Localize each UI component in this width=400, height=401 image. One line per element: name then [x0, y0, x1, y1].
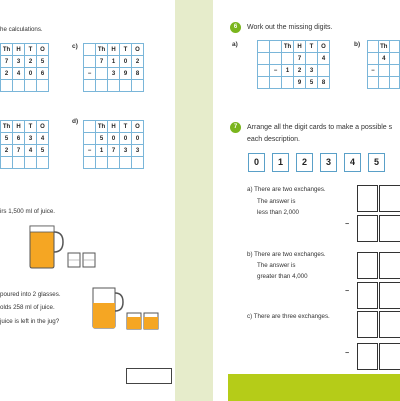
grid-row: [84, 44, 144, 56]
grid-cell: [84, 133, 96, 145]
juice-line3: juice is left in the jug?: [0, 318, 60, 325]
grid-row: [1, 145, 49, 157]
grid-cell: T: [306, 41, 318, 53]
grid-cell: 9: [294, 77, 306, 89]
grid-cell: 5: [96, 133, 108, 145]
part-a-label: a) There are two exchanges.: [247, 186, 326, 193]
grid-row: [1, 56, 49, 68]
part-a-box-top[interactable]: [357, 185, 378, 212]
intro-text: he calculations.: [0, 26, 43, 33]
calc-b-grid: [0, 120, 49, 169]
grid-cell: [132, 157, 144, 169]
part-b-box-top[interactable]: [357, 252, 378, 279]
grid-cell: 4: [37, 133, 49, 145]
juice-line1: poured into 2 glasses.: [0, 291, 61, 298]
grid-row: [1, 68, 49, 80]
grid-cell: 5: [37, 56, 49, 68]
grid-cell: [84, 157, 96, 169]
grid-cell: [270, 53, 282, 65]
grid-cell: [270, 77, 282, 89]
grid-row: [1, 121, 49, 133]
grid-row: [1, 157, 49, 169]
part-b-label: b) There are two exchanges.: [247, 251, 326, 258]
grid-cell: 7: [96, 56, 108, 68]
grid-cell: 6: [37, 68, 49, 80]
grid-row: [368, 41, 400, 53]
part-c-label: c) There are three exchanges.: [247, 313, 330, 320]
grid-cell: 2: [132, 56, 144, 68]
grid-cell: H: [108, 44, 120, 56]
q6-text: Work out the missing digits.: [247, 24, 333, 31]
grid-cell: 0: [132, 133, 144, 145]
grid-cell: −: [270, 65, 282, 77]
grid-cell: [120, 80, 132, 92]
part-c-minus: −: [345, 350, 350, 357]
grid-cell: [132, 80, 144, 92]
part-b-minus: −: [345, 288, 350, 295]
juice-text: irs 1,500 ml of juice.: [0, 208, 56, 215]
grid-cell: 3: [132, 145, 144, 157]
grid-cell: [258, 41, 270, 53]
part-b-line3: greater than 4,000: [257, 273, 308, 280]
grid-cell: [368, 77, 379, 89]
grid-row: [258, 41, 330, 53]
label-c: c): [72, 43, 78, 50]
part-a-line3: less than 2,000: [257, 209, 299, 216]
q7-text: Arrange all the digit cards to make a possible s: [247, 124, 393, 131]
glass-icon: [67, 252, 97, 268]
grid-cell: 2: [1, 145, 13, 157]
grid-cell: Th: [96, 44, 108, 56]
grid-cell: [120, 157, 132, 169]
part-a-minus: −: [345, 221, 350, 228]
grid-row: [1, 44, 49, 56]
label-d: d): [72, 118, 79, 125]
grid-cell: H: [13, 121, 25, 133]
grid-cell: 0: [120, 133, 132, 145]
grid-cell: H: [108, 121, 120, 133]
grid-cell: 7: [1, 56, 13, 68]
grid-row: [1, 133, 49, 145]
q6-badge: 6: [230, 22, 241, 33]
grid-cell: Th: [96, 121, 108, 133]
part-b-box-top-2[interactable]: [379, 252, 400, 279]
part-c-box-bottom[interactable]: [357, 343, 378, 370]
grid-cell: [258, 65, 270, 77]
grid-row: [84, 80, 144, 92]
jug-icon-2: [90, 283, 126, 329]
grid-cell: 6: [13, 133, 25, 145]
grid-cell: [84, 44, 96, 56]
grid-row: [368, 77, 400, 89]
digit-card-1[interactable]: 1: [272, 153, 289, 172]
grid-cell: 2: [1, 68, 13, 80]
grid-cell: O: [318, 41, 330, 53]
grid-cell: 0: [25, 68, 37, 80]
grid-cell: [282, 77, 294, 89]
page-gutter: [175, 0, 213, 401]
grid-cell: [368, 53, 379, 65]
grid-cell: [108, 157, 120, 169]
digit-card-3[interactable]: 3: [320, 153, 337, 172]
calc-d-grid: [83, 120, 144, 169]
grid-cell: 2: [294, 65, 306, 77]
digit-card-2[interactable]: 2: [296, 153, 313, 172]
grid-cell: 3: [108, 68, 120, 80]
grid-cell: [25, 80, 37, 92]
grid-cell: T: [25, 121, 37, 133]
grid-cell: [13, 80, 25, 92]
grid-cell: 4: [318, 53, 330, 65]
grid-row: [84, 133, 144, 145]
grid-row: [258, 77, 330, 89]
part-a-box-bottom-2[interactable]: [379, 215, 400, 242]
grid-cell: [13, 157, 25, 169]
part-a-box-top-2[interactable]: [379, 185, 400, 212]
calc-c-grid: [83, 43, 144, 92]
juice-line2: olds 258 ml of juice.: [0, 304, 55, 311]
part-b-box-bottom-2[interactable]: [379, 282, 400, 309]
grid-cell: 7: [294, 53, 306, 65]
grid-cell: 0: [108, 133, 120, 145]
calc-a-grid: [0, 43, 49, 92]
grid-cell: 1: [282, 65, 294, 77]
part-b-box-bottom[interactable]: [357, 282, 378, 309]
grid-cell: T: [25, 44, 37, 56]
grid-cell: O: [37, 121, 49, 133]
grid-cell: 7: [108, 145, 120, 157]
grid-cell: 1: [96, 145, 108, 157]
digit-card-5[interactable]: 5: [368, 153, 385, 172]
grid-cell: −: [84, 68, 96, 80]
jug-icon: [26, 220, 66, 270]
part-c-box-top[interactable]: [357, 311, 378, 338]
grid-cell: [282, 53, 294, 65]
part-c-box-top-2[interactable]: [379, 311, 400, 338]
grid-cell: [368, 41, 379, 53]
grid-cell: [84, 56, 96, 68]
grid-cell: 3: [13, 56, 25, 68]
footer-band: [228, 374, 400, 401]
grid-cell: [37, 80, 49, 92]
grid-row: [84, 56, 144, 68]
grid-cell: 5: [1, 133, 13, 145]
grid-cell: 9: [120, 68, 132, 80]
grid-cell: [389, 77, 399, 89]
grid-cell: [1, 157, 13, 169]
grid-cell: [389, 53, 399, 65]
grid-cell: 0: [120, 56, 132, 68]
grid-cell: [389, 65, 399, 77]
q7-text2: each description.: [247, 136, 300, 143]
grid-cell: [37, 157, 49, 169]
grid-cell: 8: [132, 68, 144, 80]
grid-row: [84, 157, 144, 169]
grid-cell: [84, 80, 96, 92]
grid-cell: [378, 77, 389, 89]
grid-cell: 7: [13, 145, 25, 157]
q6a-label: a): [232, 41, 238, 48]
grid-cell: 3: [25, 133, 37, 145]
grid-cell: O: [132, 44, 144, 56]
grid-cell: −: [84, 145, 96, 157]
digit-card-4[interactable]: 4: [344, 153, 361, 172]
grid-row: [258, 53, 330, 65]
grid-cell: [318, 65, 330, 77]
q6a-grid: [257, 40, 330, 89]
grid-cell: [258, 77, 270, 89]
grid-row: [1, 80, 49, 92]
grid-cell: [1, 80, 13, 92]
grid-cell: [96, 157, 108, 169]
grid-cell: [306, 53, 318, 65]
grid-cell: [108, 80, 120, 92]
grid-row: [84, 121, 144, 133]
q6b-grid: [367, 40, 400, 89]
grid-row: [368, 53, 400, 65]
grid-cell: −: [368, 65, 379, 77]
answer-box[interactable]: [126, 368, 172, 384]
grid-cell: 3: [120, 145, 132, 157]
grid-row: [368, 65, 400, 77]
grid-cell: O: [37, 44, 49, 56]
grid-cell: [84, 121, 96, 133]
grid-cell: 5: [37, 145, 49, 157]
grid-row: [84, 145, 144, 157]
part-c-box-bottom-2[interactable]: [379, 343, 400, 370]
grid-cell: Th: [282, 41, 294, 53]
part-a-box-bottom[interactable]: [357, 215, 378, 242]
grid-cell: Th: [378, 41, 389, 53]
grid-cell: T: [120, 121, 132, 133]
grid-cell: Th: [1, 44, 13, 56]
grid-cell: T: [120, 44, 132, 56]
grid-cell: Th: [1, 121, 13, 133]
grid-cell: H: [13, 44, 25, 56]
grid-cell: 2: [25, 56, 37, 68]
q7-badge: 7: [230, 122, 241, 133]
grid-row: [84, 68, 144, 80]
part-a-line2: The answer is: [257, 198, 296, 205]
grid-cell: H: [294, 41, 306, 53]
q6b-label: b): [354, 41, 361, 48]
grid-cell: 5: [306, 77, 318, 89]
grid-cell: 3: [306, 65, 318, 77]
digit-card-0[interactable]: 0: [248, 153, 265, 172]
grid-cell: 1: [108, 56, 120, 68]
grid-cell: O: [132, 121, 144, 133]
grid-cell: [25, 157, 37, 169]
filled-glasses-icon: [126, 312, 160, 330]
grid-cell: 4: [25, 145, 37, 157]
grid-cell: 4: [13, 68, 25, 80]
grid-cell: [389, 41, 399, 53]
part-b-line2: The answer is: [257, 262, 296, 269]
grid-row: [258, 65, 330, 77]
grid-cell: [96, 80, 108, 92]
grid-cell: [270, 41, 282, 53]
grid-cell: [258, 53, 270, 65]
grid-cell: 8: [318, 77, 330, 89]
grid-cell: 4: [378, 53, 389, 65]
grid-cell: [378, 65, 389, 77]
grid-cell: [96, 68, 108, 80]
